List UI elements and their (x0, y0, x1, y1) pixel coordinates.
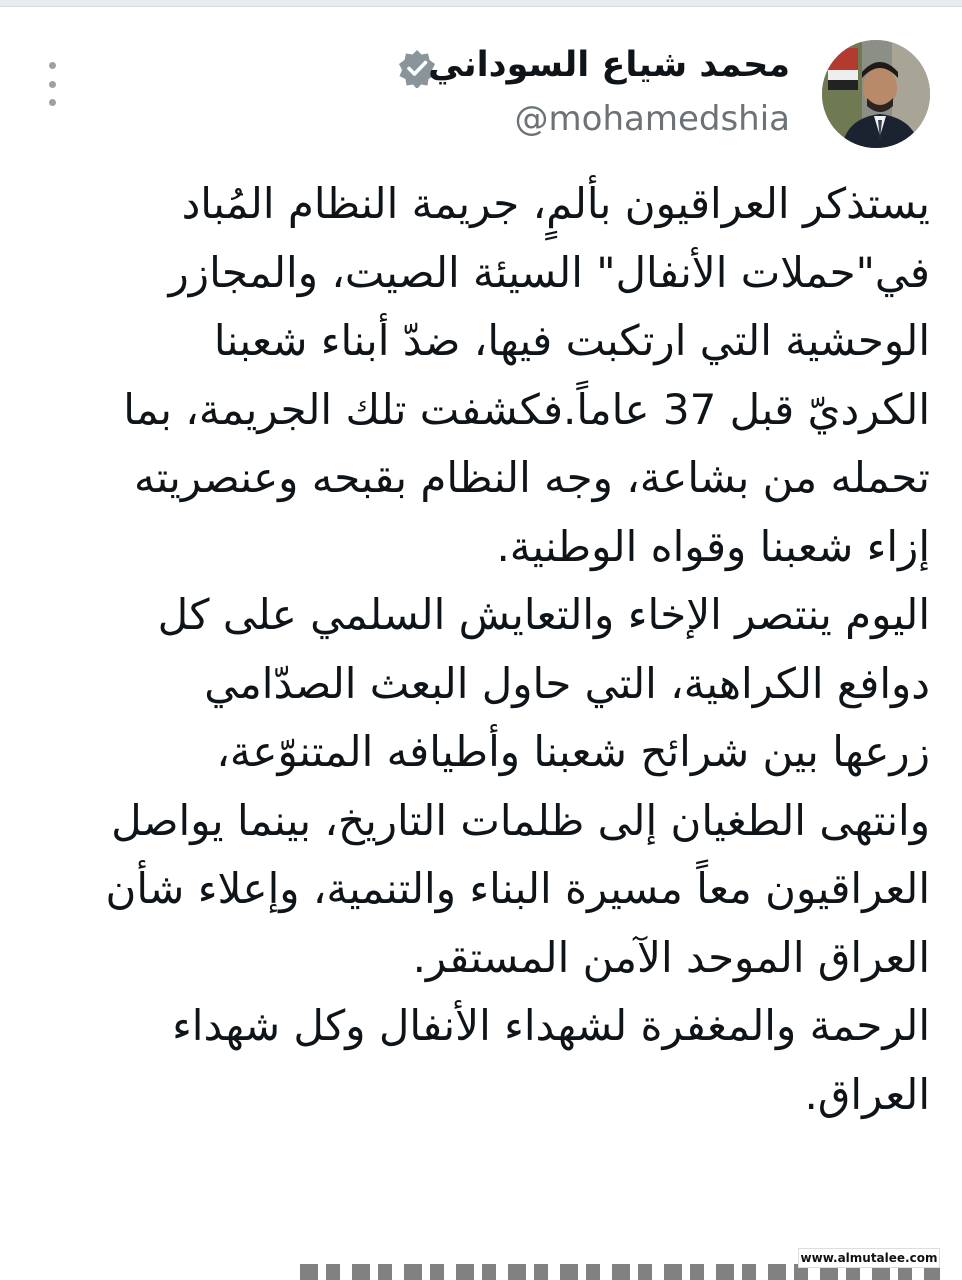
tweet-text-line: العراق الموحد الآمن المستقر. (412, 932, 930, 982)
tweet-text-line: اليوم ينتصر الإخاء والتعايش السلمي على كل (157, 590, 930, 639)
tweet-text-line: وانتهى الطغيان إلى ظلمات التاريخ، بينما يواصل (111, 795, 930, 845)
tweet-text-line: زرعها بين شرائح شعبنا وأطيافه المتنوّعة، (216, 727, 930, 776)
tweet-text-line: الكرديّ قبل 37 عاماً.فكشفت تلك الجريمة، بما (123, 384, 930, 434)
tweet-text-line: العراق. (804, 1069, 930, 1119)
tweet-text-line: دوافع الكراهية، التي حاول البعث الصدّامي (204, 658, 930, 708)
tweet-text-line: إزاء شعبنا وقواه الوطنية. (496, 521, 930, 571)
more-options-icon[interactable] (40, 62, 64, 106)
tweet-body (30, 170, 930, 1129)
dot (49, 99, 56, 106)
tweet-text-line: تحمله من بشاعة، وجه النظام بقبحه وعنصريته (133, 453, 930, 502)
tweet-text-line: في"حملات الأنفال" السيئة الصيت، والمجازر (168, 247, 930, 297)
tweet-text-line: الوحشية التي ارتكبت فيها، ضدّ أبناء شعبنا (213, 316, 930, 365)
dot (49, 62, 56, 69)
tweet-text-line: الرحمة والمغفرة لشهداء الأنفال وكل شهداء (172, 1001, 930, 1050)
dot (49, 81, 56, 88)
divider (0, 6, 962, 7)
tweet-text-line: يستذكر العراقيون بألمٍ، جريمة النظام المُباد (181, 179, 930, 228)
avatar[interactable] (822, 40, 930, 148)
user-handle[interactable]: @mohamedshia (514, 99, 790, 139)
watermark: www.almutalee.com (798, 1248, 940, 1268)
tweet-text-line: العراقيون معاً مسيرة البناء والتنمية، وإعلاء شأن (105, 864, 930, 913)
display-name[interactable]: محمد شياع السوداني (428, 45, 790, 85)
